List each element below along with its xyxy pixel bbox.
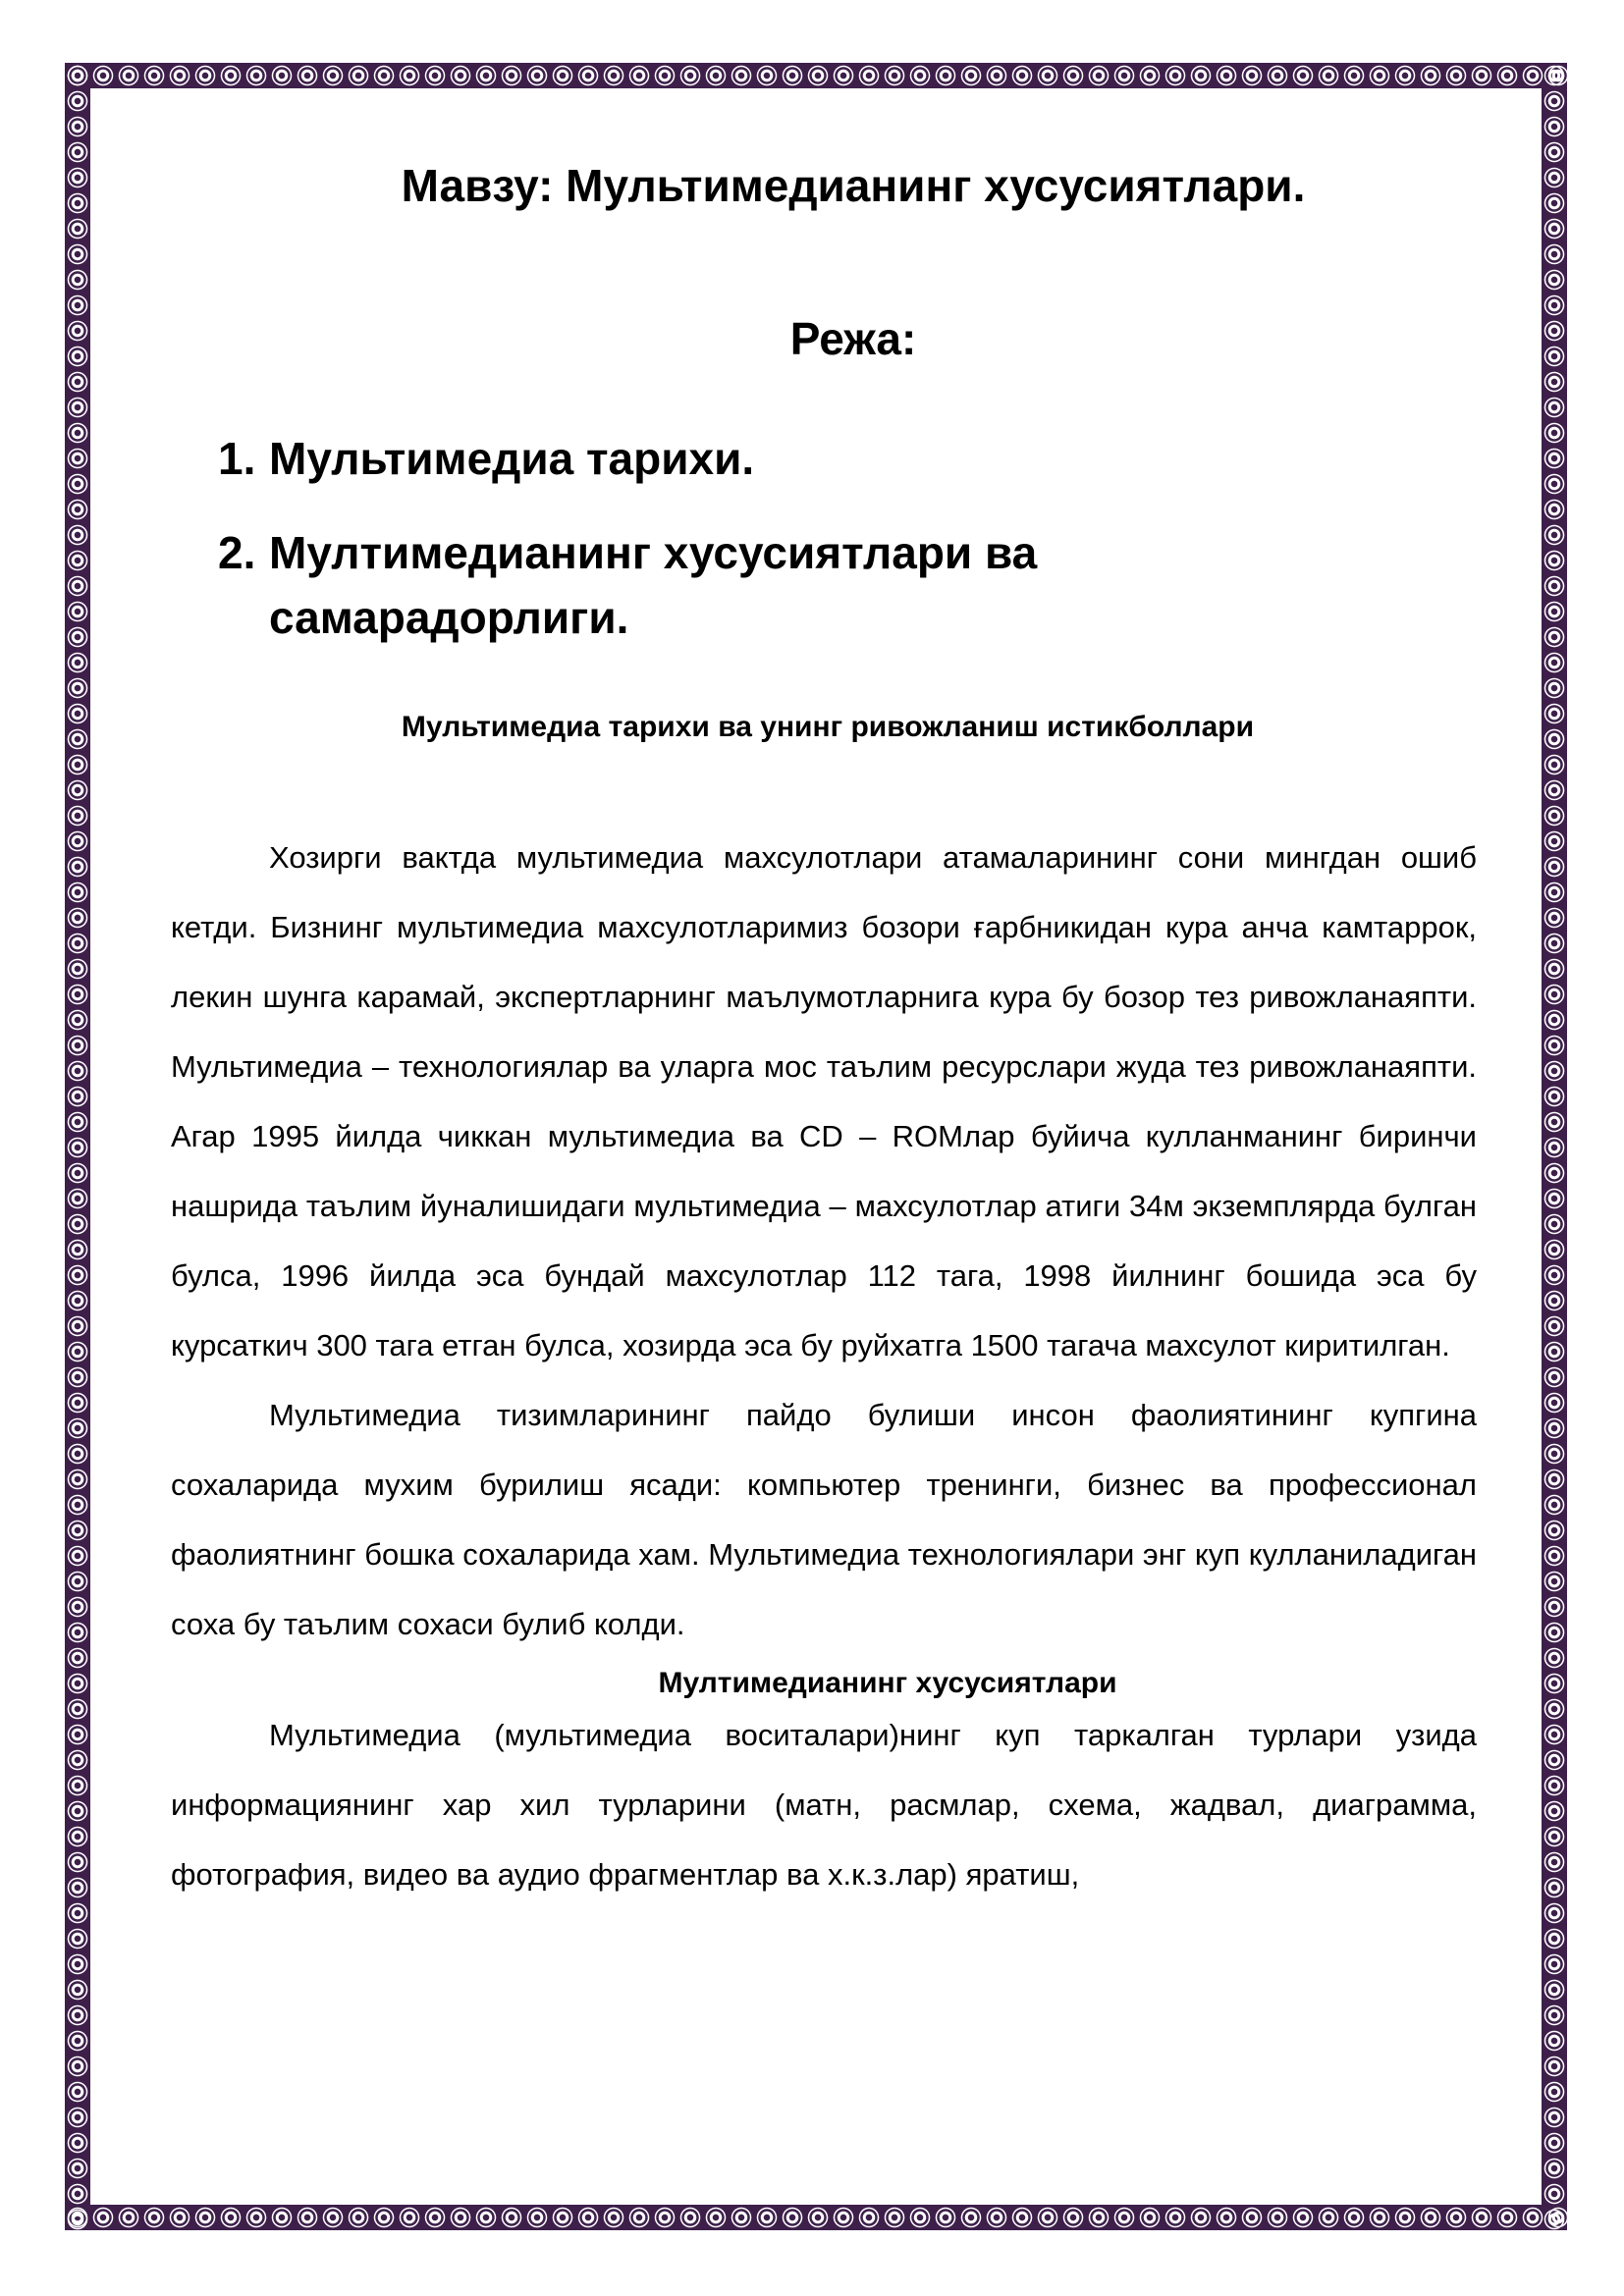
page-content bbox=[171, 147, 1477, 1909]
paragraph: Мультимедиа тизимларининг пайдо булиши инсон фаолиятининг купгина сохаларида мухим бурилиш ясади: компьютер тренинги, бизнес ва профессионал фаолиятнинг бошка сохаларида хам. Мультимедиа технологиялари энг куп кулланиладиган соха бу таълим сохаси булиб колди. bbox=[171, 1398, 1477, 1641]
section-heading-features: Мултимедианинг хусусиятлари bbox=[658, 1667, 1117, 1699]
border-left-spirals bbox=[65, 63, 90, 2230]
paragraph: Мультимедиа (мультимедиа воситалари)нинг куп таркалган турлари узида информациянинг хар хил турларини (матн, расмлар, схема, жадвал, диаграмма, фотография, видео ва аудио фрагментлар ва х.к.з.лар) яратиш, bbox=[171, 1718, 1477, 1892]
paragraph: Хозирги вактда мультимедиа махсулотлари атамаларининг сони мингдан ошиб кетди. Бизнинг мультимедиа махсулотларимиз бозори ғарбникидан кура анча камтаррок, лекин шунга карамай, экспертларнинг маълумотларнига кура бу бозор тез ривожланаяпти. Мультимедиа – технологиялар ва уларга мос таълим ресурслари жуда тез ривожланаяпти. Агар 1995 йилда чиккан мультимедиа ва CD – ROMлар буйича кулланманинг биринчи нашрида таълим йуналишидаги мультимедиа – махсулотлар атиги 34м экземплярда булган булса, 1996 йилда эса бундай махсулотлар 112 тага, 1998 йилнинг бошида эса бу курсаткич 300 тага етган булса, хозирда эса бу руйхатга 1500 тагача махсулот киритилган. bbox=[171, 840, 1477, 1362]
document-title: Мавзу: Мультимедианинг хусусиятлари. bbox=[401, 160, 1306, 211]
border-bottom-spirals bbox=[65, 2205, 1567, 2230]
plan-heading: Режа: bbox=[789, 313, 917, 364]
plan-item-text: Мультимедиа тарихи. bbox=[269, 433, 755, 484]
border-right-spirals bbox=[1542, 63, 1567, 2230]
section-heading-history: Мультимедиа тарихи ва унинг ривожланиш истикболлари bbox=[401, 711, 1255, 743]
border-top-spirals bbox=[65, 63, 1567, 88]
plan-item-number: 1. bbox=[218, 433, 256, 484]
plan-list bbox=[171, 426, 1477, 650]
plan-item-number: 2. bbox=[218, 527, 256, 578]
plan-item-text: Мултимедианинг хусусиятлари ва самарадорлиги. bbox=[269, 527, 1038, 643]
plan-item bbox=[171, 426, 1477, 491]
plan-item bbox=[171, 520, 1477, 650]
